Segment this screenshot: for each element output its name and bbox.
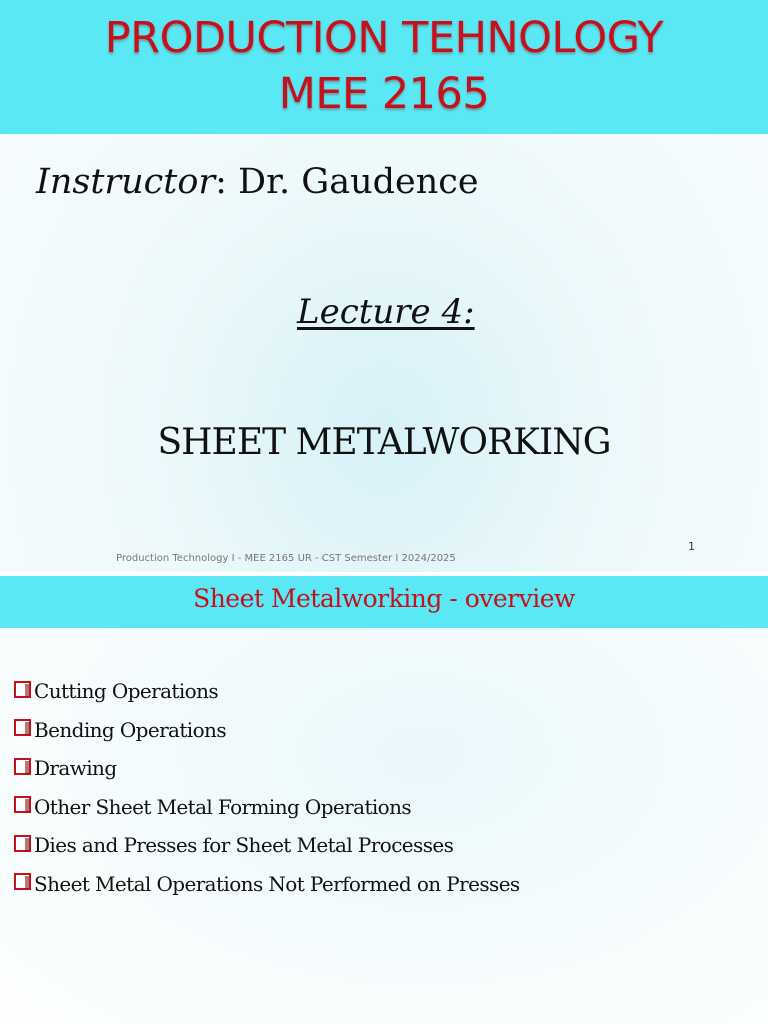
list-item [14,788,520,827]
overview-list [14,672,520,903]
checkbox-icon [14,719,31,736]
list-item-label: Cutting Operations [34,679,219,704]
checkbox-icon [14,873,31,890]
course-title-line-1: PRODUCTION TEHNOLOGY [104,13,664,63]
slide-footer: Production Technology I - MEE 2165 UR - CST Semester I 2024/2025 [116,553,456,564]
course-title [0,10,768,122]
checkbox-icon [14,681,31,698]
checkbox-icon [14,758,31,775]
list-item [14,826,520,865]
list-item [14,672,520,711]
list-item-label: Sheet Metal Operations Not Performed on Presses [34,871,520,896]
checkbox-icon [14,835,31,852]
slide-2 [0,576,768,1024]
instructor-name: : Dr. Gaudence [215,162,479,202]
list-item-label: Other Sheet Metal Forming Operations [34,794,412,819]
instructor-label: Instructor [36,162,216,202]
list-item [14,711,520,750]
lecture-topic: SHEET METALWORKING [157,422,611,463]
page-number: 1 [688,540,695,553]
instructor-line [36,162,479,202]
course-code: MEE 2165 [278,69,490,119]
slide-title: Sheet Metalworking - overview [193,584,575,613]
list-item-label: Dies and Presses for Sheet Metal Processes [34,833,454,858]
list-item-label: Bending Operations [34,717,226,742]
checkbox-icon [14,796,31,813]
lecture-number: Lecture 4: [297,292,475,332]
list-item-label: Drawing [34,756,117,781]
list-item [14,865,520,904]
list-item [14,749,520,788]
